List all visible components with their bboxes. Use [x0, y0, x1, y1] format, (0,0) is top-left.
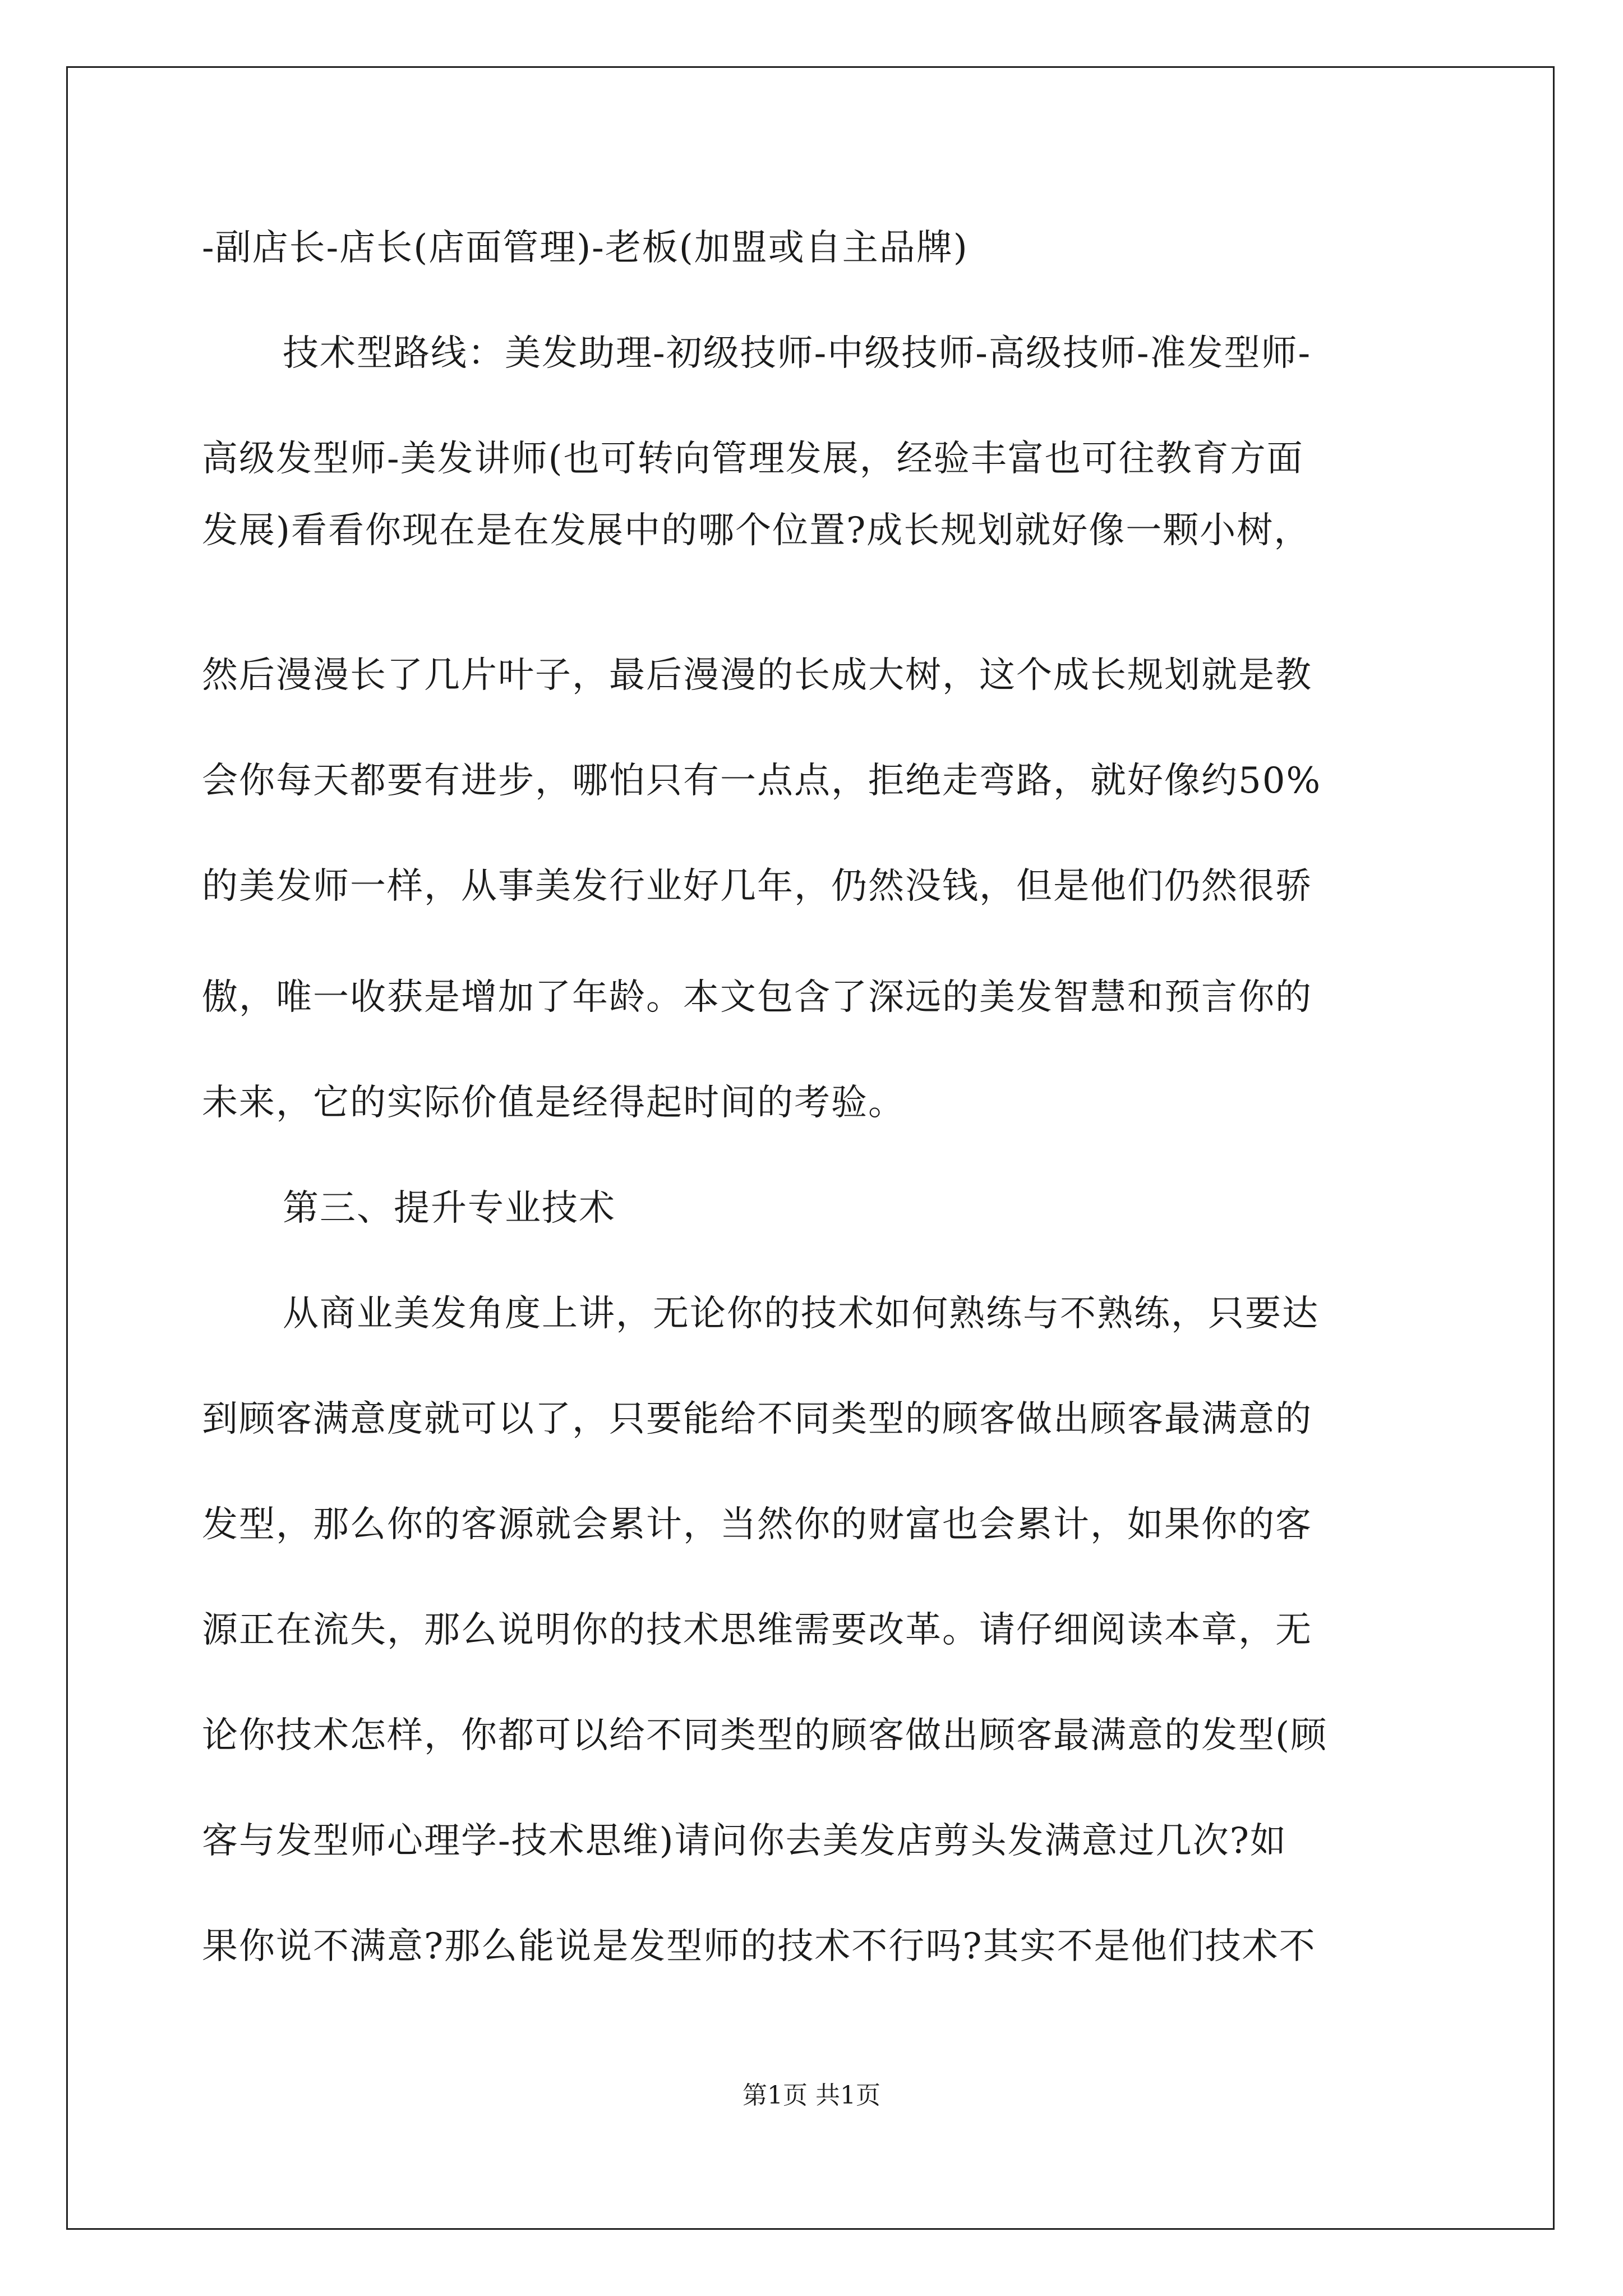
body-line-4: 发展)看看你现在是在发展中的哪个位置?成长规划就好像一颗小树，	[202, 510, 1311, 551]
body-line-5: 然后漫漫长了几片叶子，最后漫漫的长成大树，这个成长规划就是教	[202, 655, 1312, 696]
body-line-16: 客与发型师心理学-技术思维)请问你去美发店剪头发满意过几次?如	[202, 1820, 1287, 1862]
body-line-3: 高级发型师-美发讲师(也可转向管理发展，经验丰富也可往教育方面	[202, 438, 1304, 480]
page-border	[66, 66, 1555, 2230]
body-line-15: 论你技术怎样，你都可以给不同类型的顾客做出顾客最满意的发型(顾	[202, 1715, 1327, 1756]
section-heading: 第三、提升专业技术	[283, 1188, 616, 1229]
body-line-17: 果你说不满意?那么能说是发型师的技术不行吗?其实不是他们技术不	[202, 1926, 1316, 1967]
body-line-14: 源正在流失，那么说明你的技术思维需要改革。请仔细阅读本章，无	[202, 1609, 1312, 1651]
body-line-11: 从商业美发角度上讲，无论你的技术如何熟练与不熟练，只要达	[283, 1293, 1319, 1335]
page-number-footer: 第1页 共1页	[743, 2081, 880, 2110]
body-line-2: 技术型路线：美发助理-初级技师-中级技师-高级技师-准发型师-	[283, 333, 1312, 374]
body-line-13: 发型，那么你的客源就会累计，当然你的财富也会累计，如果你的客	[202, 1504, 1312, 1545]
body-line-12: 到顾客满意度就可以了，只要能给不同类型的顾客做出顾客最满意的	[202, 1398, 1312, 1440]
body-line-8: 傲，唯一收获是增加了年龄。本文包含了深远的美发智慧和预言你的	[202, 977, 1312, 1018]
body-line-6: 会你每天都要有进步，哪怕只有一点点，拒绝走弯路，就好像约50%	[202, 760, 1322, 802]
body-line-7: 的美发师一样，从事美发行业好几年，仍然没钱，但是他们仍然很骄	[202, 866, 1312, 907]
body-line-9: 未来，它的实际价值是经得起时间的考验。	[202, 1082, 905, 1124]
body-line-1: -副店长-店长(店面管理)-老板(加盟或自主品牌)	[202, 227, 969, 269]
